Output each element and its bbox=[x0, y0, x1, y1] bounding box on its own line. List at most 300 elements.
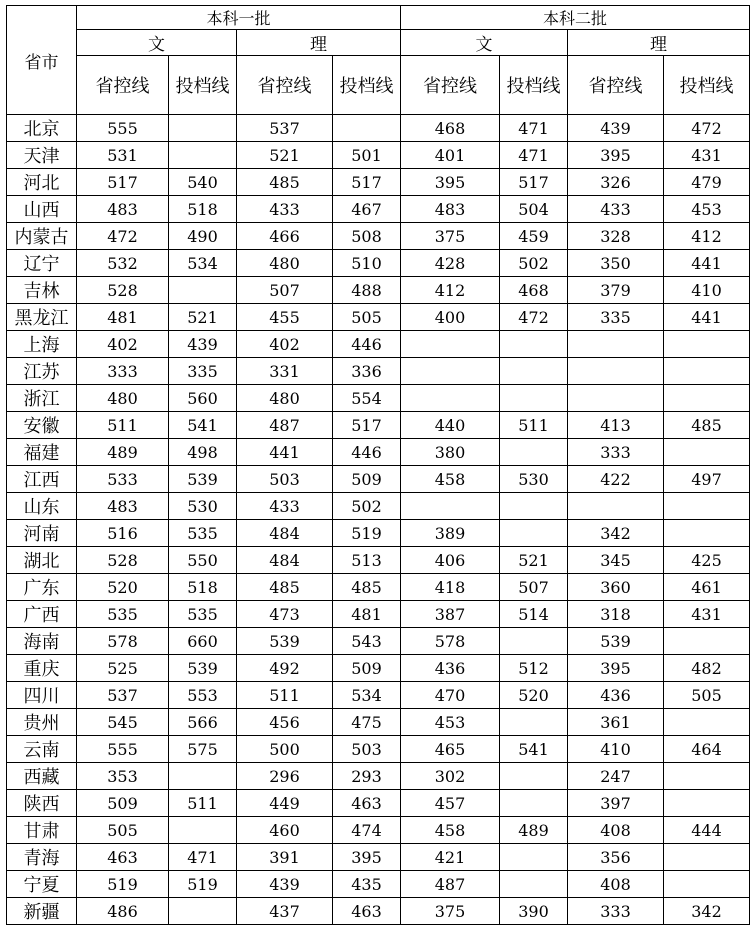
score-cell-b1-li-sk: 480 bbox=[237, 385, 333, 412]
score-cell-b1-wen-td: 550 bbox=[169, 547, 237, 574]
score-cell-b1-li-sk: 507 bbox=[237, 277, 333, 304]
score-cell-b2-li-sk: 326 bbox=[568, 169, 664, 196]
score-cell-b2-wen-td: 471 bbox=[500, 115, 568, 142]
score-cell-b2-li-sk: 342 bbox=[568, 520, 664, 547]
score-cell-b1-wen-td: 541 bbox=[169, 412, 237, 439]
province-cell: 福建 bbox=[7, 439, 77, 466]
score-cell-b2-wen-sk: 458 bbox=[401, 817, 500, 844]
score-cell-b1-li-td: 505 bbox=[333, 304, 401, 331]
score-cell-b2-li-td: 461 bbox=[664, 574, 750, 601]
score-cell-b2-li-sk: 345 bbox=[568, 547, 664, 574]
score-cell-b1-li-sk: 503 bbox=[237, 466, 333, 493]
score-cell-b1-li-sk: 466 bbox=[237, 223, 333, 250]
score-cell-b1-li-td: 474 bbox=[333, 817, 401, 844]
score-cell-b1-li-td: 543 bbox=[333, 628, 401, 655]
score-cell-b2-wen-sk: 483 bbox=[401, 196, 500, 223]
score-cell-b1-wen-sk: 545 bbox=[77, 709, 169, 736]
table-row bbox=[7, 358, 750, 385]
score-cell-b2-li-td: 497 bbox=[664, 466, 750, 493]
score-cell-b1-wen-sk: 535 bbox=[77, 601, 169, 628]
score-cell-b2-li-td bbox=[664, 844, 750, 871]
score-cell-b2-wen-td bbox=[500, 790, 568, 817]
score-cell-b2-wen-td: 471 bbox=[500, 142, 568, 169]
score-cell-b1-li-td: 446 bbox=[333, 331, 401, 358]
table-row bbox=[7, 142, 750, 169]
score-cell-b1-wen-sk: 520 bbox=[77, 574, 169, 601]
score-cell-b2-wen-sk: 465 bbox=[401, 736, 500, 763]
score-cell-b2-wen-td: 507 bbox=[500, 574, 568, 601]
score-cell-b2-wen-td: 541 bbox=[500, 736, 568, 763]
table-row bbox=[7, 844, 750, 871]
score-cell-b2-li-sk: 422 bbox=[568, 466, 664, 493]
score-cell-b1-wen-sk: 555 bbox=[77, 115, 169, 142]
score-cell-b2-wen-sk bbox=[401, 493, 500, 520]
score-cell-b1-li-td: 435 bbox=[333, 871, 401, 898]
score-cell-b1-wen-td: 498 bbox=[169, 439, 237, 466]
province-cell: 吉林 bbox=[7, 277, 77, 304]
score-cell-b2-wen-sk: 578 bbox=[401, 628, 500, 655]
score-cell-b1-li-sk: 433 bbox=[237, 196, 333, 223]
score-cell-b1-li-td: 534 bbox=[333, 682, 401, 709]
score-cell-b1-wen-td: 553 bbox=[169, 682, 237, 709]
score-cell-b1-li-sk: 331 bbox=[237, 358, 333, 385]
score-cell-b2-li-td bbox=[664, 385, 750, 412]
batch1-wen-header: 文 bbox=[77, 30, 237, 56]
score-cell-b2-wen-td: 521 bbox=[500, 547, 568, 574]
score-cell-b2-wen-sk: 387 bbox=[401, 601, 500, 628]
score-cell-b1-li-sk: 511 bbox=[237, 682, 333, 709]
score-cell-b1-li-td: 481 bbox=[333, 601, 401, 628]
table-row bbox=[7, 763, 750, 790]
table-row bbox=[7, 493, 750, 520]
score-cell-b2-li-sk: 247 bbox=[568, 763, 664, 790]
score-cell-b2-li-td bbox=[664, 871, 750, 898]
score-cell-b2-wen-sk: 400 bbox=[401, 304, 500, 331]
score-cell-b2-wen-sk bbox=[401, 385, 500, 412]
score-cell-b1-wen-sk: 555 bbox=[77, 736, 169, 763]
score-cell-b2-li-sk: 333 bbox=[568, 898, 664, 925]
table-row bbox=[7, 331, 750, 358]
score-cell-b2-li-sk bbox=[568, 358, 664, 385]
score-cell-b2-li-td: 482 bbox=[664, 655, 750, 682]
province-cell: 山东 bbox=[7, 493, 77, 520]
score-cell-b2-wen-td: 512 bbox=[500, 655, 568, 682]
batch1-li-shengkong-header: 省控线 bbox=[237, 56, 333, 115]
province-cell: 江苏 bbox=[7, 358, 77, 385]
score-cell-b2-wen-sk: 302 bbox=[401, 763, 500, 790]
score-cell-b1-li-td: 517 bbox=[333, 169, 401, 196]
score-cell-b1-wen-sk: 402 bbox=[77, 331, 169, 358]
score-cell-b2-li-sk: 350 bbox=[568, 250, 664, 277]
score-cell-b2-li-td bbox=[664, 439, 750, 466]
score-cell-b1-wen-td bbox=[169, 763, 237, 790]
score-cell-b1-li-sk: 521 bbox=[237, 142, 333, 169]
score-cell-b2-wen-td: 517 bbox=[500, 169, 568, 196]
table-row bbox=[7, 466, 750, 493]
score-cell-b1-li-sk: 391 bbox=[237, 844, 333, 871]
province-cell: 甘肃 bbox=[7, 817, 77, 844]
score-cell-b2-wen-sk: 418 bbox=[401, 574, 500, 601]
score-cell-b1-wen-sk: 505 bbox=[77, 817, 169, 844]
score-cell-b2-li-td bbox=[664, 628, 750, 655]
table-row bbox=[7, 223, 750, 250]
score-cell-b2-li-td: 431 bbox=[664, 601, 750, 628]
score-cell-b2-li-sk: 395 bbox=[568, 142, 664, 169]
score-cell-b2-li-sk: 395 bbox=[568, 655, 664, 682]
score-cell-b1-li-sk: 539 bbox=[237, 628, 333, 655]
score-cell-b1-wen-sk: 532 bbox=[77, 250, 169, 277]
admission-score-table bbox=[6, 5, 750, 925]
score-cell-b2-li-td: 410 bbox=[664, 277, 750, 304]
score-cell-b1-li-sk: 485 bbox=[237, 169, 333, 196]
score-cell-b1-wen-sk: 537 bbox=[77, 682, 169, 709]
score-cell-b2-li-sk bbox=[568, 493, 664, 520]
table-row bbox=[7, 628, 750, 655]
score-cell-b2-li-td: 453 bbox=[664, 196, 750, 223]
province-cell: 山西 bbox=[7, 196, 77, 223]
score-cell-b2-wen-td bbox=[500, 439, 568, 466]
score-cell-b2-li-td: 485 bbox=[664, 412, 750, 439]
score-cell-b2-wen-td: 472 bbox=[500, 304, 568, 331]
score-cell-b2-li-sk bbox=[568, 331, 664, 358]
score-cell-b1-li-sk: 437 bbox=[237, 898, 333, 925]
province-cell: 四川 bbox=[7, 682, 77, 709]
batch2-wen-header: 文 bbox=[401, 30, 568, 56]
table-row bbox=[7, 520, 750, 547]
score-cell-b2-wen-td: 502 bbox=[500, 250, 568, 277]
score-cell-b2-li-td bbox=[664, 358, 750, 385]
score-cell-b2-wen-sk: 428 bbox=[401, 250, 500, 277]
province-cell: 江西 bbox=[7, 466, 77, 493]
batch2-wen-toudang-header: 投档线 bbox=[500, 56, 568, 115]
score-cell-b1-wen-sk: 511 bbox=[77, 412, 169, 439]
score-cell-b2-wen-td bbox=[500, 520, 568, 547]
score-cell-b1-wen-td: 511 bbox=[169, 790, 237, 817]
score-cell-b1-wen-sk: 516 bbox=[77, 520, 169, 547]
score-cell-b1-li-sk: 296 bbox=[237, 763, 333, 790]
score-cell-b1-wen-td: 335 bbox=[169, 358, 237, 385]
score-cell-b2-li-sk: 410 bbox=[568, 736, 664, 763]
score-cell-b2-li-sk: 328 bbox=[568, 223, 664, 250]
score-cell-b1-wen-sk: 509 bbox=[77, 790, 169, 817]
score-cell-b2-li-sk: 539 bbox=[568, 628, 664, 655]
score-cell-b1-li-td: 554 bbox=[333, 385, 401, 412]
score-cell-b2-li-td: 342 bbox=[664, 898, 750, 925]
province-cell: 重庆 bbox=[7, 655, 77, 682]
batch1-header: 本科一批 bbox=[77, 6, 401, 30]
province-cell: 浙江 bbox=[7, 385, 77, 412]
score-cell-b1-li-td: 293 bbox=[333, 763, 401, 790]
score-cell-b1-li-sk: 484 bbox=[237, 547, 333, 574]
score-cell-b1-li-sk: 473 bbox=[237, 601, 333, 628]
table-row bbox=[7, 250, 750, 277]
score-cell-b1-wen-sk: 525 bbox=[77, 655, 169, 682]
score-cell-b1-li-sk: 433 bbox=[237, 493, 333, 520]
score-cell-b1-wen-td: 660 bbox=[169, 628, 237, 655]
score-cell-b1-li-td: 502 bbox=[333, 493, 401, 520]
score-cell-b1-li-td: 475 bbox=[333, 709, 401, 736]
table-row bbox=[7, 196, 750, 223]
score-cell-b1-li-td: 336 bbox=[333, 358, 401, 385]
score-cell-b1-wen-td: 518 bbox=[169, 196, 237, 223]
score-cell-b2-li-sk: 436 bbox=[568, 682, 664, 709]
score-cell-b2-wen-td bbox=[500, 709, 568, 736]
score-cell-b2-wen-td: 520 bbox=[500, 682, 568, 709]
table-row bbox=[7, 817, 750, 844]
table-row bbox=[7, 871, 750, 898]
score-cell-b1-li-td: 519 bbox=[333, 520, 401, 547]
batch2-header: 本科二批 bbox=[401, 6, 750, 30]
score-cell-b2-li-td: 441 bbox=[664, 250, 750, 277]
score-cell-b1-wen-td: 539 bbox=[169, 655, 237, 682]
table-row bbox=[7, 547, 750, 574]
batch1-li-toudang-header: 投档线 bbox=[333, 56, 401, 115]
score-cell-b2-wen-td: 530 bbox=[500, 466, 568, 493]
score-cell-b1-wen-td: 519 bbox=[169, 871, 237, 898]
score-cell-b1-li-td: 488 bbox=[333, 277, 401, 304]
score-cell-b2-wen-sk: 375 bbox=[401, 223, 500, 250]
score-cell-b2-wen-sk: 406 bbox=[401, 547, 500, 574]
score-cell-b2-wen-sk: 380 bbox=[401, 439, 500, 466]
score-cell-b1-wen-td: 518 bbox=[169, 574, 237, 601]
score-cell-b2-wen-sk: 389 bbox=[401, 520, 500, 547]
score-cell-b1-li-sk: 402 bbox=[237, 331, 333, 358]
score-cell-b2-wen-sk: 395 bbox=[401, 169, 500, 196]
table-body bbox=[7, 115, 750, 925]
score-cell-b1-wen-sk: 578 bbox=[77, 628, 169, 655]
score-cell-b2-wen-td: 514 bbox=[500, 601, 568, 628]
table-row bbox=[7, 412, 750, 439]
score-cell-b1-wen-td: 540 bbox=[169, 169, 237, 196]
score-cell-b2-li-sk: 433 bbox=[568, 196, 664, 223]
score-cell-b2-wen-sk: 440 bbox=[401, 412, 500, 439]
score-cell-b1-li-sk: 484 bbox=[237, 520, 333, 547]
score-cell-b1-li-sk: 485 bbox=[237, 574, 333, 601]
batch2-wen-shengkong-header: 省控线 bbox=[401, 56, 500, 115]
score-cell-b1-wen-td: 535 bbox=[169, 601, 237, 628]
province-cell: 贵州 bbox=[7, 709, 77, 736]
score-cell-b2-li-sk: 361 bbox=[568, 709, 664, 736]
province-cell: 西藏 bbox=[7, 763, 77, 790]
score-cell-b2-wen-sk: 401 bbox=[401, 142, 500, 169]
score-cell-b1-wen-td: 566 bbox=[169, 709, 237, 736]
score-cell-b2-li-td bbox=[664, 709, 750, 736]
score-cell-b2-wen-sk: 457 bbox=[401, 790, 500, 817]
province-cell: 安徽 bbox=[7, 412, 77, 439]
score-cell-b2-li-td: 464 bbox=[664, 736, 750, 763]
score-cell-b2-wen-td bbox=[500, 493, 568, 520]
score-cell-b2-wen-td bbox=[500, 763, 568, 790]
score-cell-b1-li-td: 509 bbox=[333, 655, 401, 682]
score-cell-b2-li-sk: 356 bbox=[568, 844, 664, 871]
score-cell-b1-wen-sk: 333 bbox=[77, 358, 169, 385]
table-row bbox=[7, 169, 750, 196]
score-cell-b2-wen-td: 390 bbox=[500, 898, 568, 925]
score-cell-b1-li-td bbox=[333, 115, 401, 142]
score-cell-b2-wen-td bbox=[500, 628, 568, 655]
score-cell-b1-wen-td: 560 bbox=[169, 385, 237, 412]
province-cell: 上海 bbox=[7, 331, 77, 358]
score-cell-b2-li-td bbox=[664, 520, 750, 547]
province-cell: 陕西 bbox=[7, 790, 77, 817]
score-cell-b2-li-sk: 408 bbox=[568, 871, 664, 898]
score-cell-b2-li-td: 479 bbox=[664, 169, 750, 196]
score-cell-b1-li-sk: 487 bbox=[237, 412, 333, 439]
batch1-wen-shengkong-header: 省控线 bbox=[77, 56, 169, 115]
province-cell: 海南 bbox=[7, 628, 77, 655]
score-cell-b2-wen-td bbox=[500, 385, 568, 412]
score-cell-b2-li-sk: 413 bbox=[568, 412, 664, 439]
province-column-header: 省市 bbox=[7, 6, 77, 115]
score-cell-b2-wen-sk bbox=[401, 331, 500, 358]
table-row bbox=[7, 898, 750, 925]
score-cell-b1-wen-td bbox=[169, 142, 237, 169]
score-cell-b1-wen-sk: 353 bbox=[77, 763, 169, 790]
score-cell-b1-wen-td: 575 bbox=[169, 736, 237, 763]
province-cell: 青海 bbox=[7, 844, 77, 871]
score-cell-b1-li-sk: 500 bbox=[237, 736, 333, 763]
score-cell-b2-li-td: 505 bbox=[664, 682, 750, 709]
score-cell-b1-wen-td: 471 bbox=[169, 844, 237, 871]
score-cell-b2-wen-sk: 375 bbox=[401, 898, 500, 925]
score-cell-b2-li-td bbox=[664, 763, 750, 790]
score-cell-b2-wen-sk: 421 bbox=[401, 844, 500, 871]
score-cell-b2-li-sk: 335 bbox=[568, 304, 664, 331]
province-cell: 黑龙江 bbox=[7, 304, 77, 331]
score-cell-b1-wen-td: 539 bbox=[169, 466, 237, 493]
score-cell-b2-wen-td: 511 bbox=[500, 412, 568, 439]
score-cell-b2-li-sk bbox=[568, 385, 664, 412]
score-cell-b1-li-sk: 441 bbox=[237, 439, 333, 466]
score-cell-b1-wen-sk: 533 bbox=[77, 466, 169, 493]
score-cell-b2-wen-td: 489 bbox=[500, 817, 568, 844]
score-cell-b2-li-sk: 408 bbox=[568, 817, 664, 844]
score-cell-b1-wen-td: 521 bbox=[169, 304, 237, 331]
score-cell-b1-wen-td: 534 bbox=[169, 250, 237, 277]
score-cell-b1-wen-sk: 531 bbox=[77, 142, 169, 169]
score-cell-b2-wen-sk: 453 bbox=[401, 709, 500, 736]
table-row bbox=[7, 790, 750, 817]
score-cell-b2-li-sk: 318 bbox=[568, 601, 664, 628]
score-cell-b1-li-sk: 460 bbox=[237, 817, 333, 844]
province-cell: 天津 bbox=[7, 142, 77, 169]
province-cell: 云南 bbox=[7, 736, 77, 763]
table-row bbox=[7, 385, 750, 412]
score-cell-b1-wen-td bbox=[169, 277, 237, 304]
province-cell: 河北 bbox=[7, 169, 77, 196]
batch2-li-header: 理 bbox=[568, 30, 750, 56]
score-cell-b1-li-td: 503 bbox=[333, 736, 401, 763]
score-cell-b1-li-sk: 480 bbox=[237, 250, 333, 277]
batch1-wen-toudang-header: 投档线 bbox=[169, 56, 237, 115]
score-cell-b2-li-sk: 379 bbox=[568, 277, 664, 304]
province-cell: 广东 bbox=[7, 574, 77, 601]
score-cell-b1-wen-sk: 517 bbox=[77, 169, 169, 196]
score-cell-b2-wen-td: 468 bbox=[500, 277, 568, 304]
score-cell-b2-wen-sk: 487 bbox=[401, 871, 500, 898]
batch1-li-header: 理 bbox=[237, 30, 401, 56]
score-cell-b1-wen-sk: 519 bbox=[77, 871, 169, 898]
score-cell-b2-li-sk: 360 bbox=[568, 574, 664, 601]
table-row bbox=[7, 574, 750, 601]
score-cell-b1-li-td: 510 bbox=[333, 250, 401, 277]
score-cell-b2-wen-td bbox=[500, 871, 568, 898]
province-cell: 内蒙古 bbox=[7, 223, 77, 250]
score-cell-b1-li-td: 446 bbox=[333, 439, 401, 466]
score-cell-b2-li-td: 444 bbox=[664, 817, 750, 844]
table-row bbox=[7, 736, 750, 763]
score-cell-b1-wen-td bbox=[169, 115, 237, 142]
province-cell: 宁夏 bbox=[7, 871, 77, 898]
score-cell-b2-li-td: 431 bbox=[664, 142, 750, 169]
score-cell-b1-wen-td bbox=[169, 817, 237, 844]
table-row bbox=[7, 115, 750, 142]
score-cell-b2-li-sk: 439 bbox=[568, 115, 664, 142]
table-row bbox=[7, 304, 750, 331]
score-cell-b2-wen-td: 504 bbox=[500, 196, 568, 223]
score-cell-b1-li-td: 509 bbox=[333, 466, 401, 493]
score-cell-b1-li-td: 513 bbox=[333, 547, 401, 574]
province-cell: 辽宁 bbox=[7, 250, 77, 277]
score-cell-b2-wen-td bbox=[500, 331, 568, 358]
score-cell-b1-wen-sk: 489 bbox=[77, 439, 169, 466]
score-cell-b2-wen-sk: 436 bbox=[401, 655, 500, 682]
score-cell-b2-wen-sk: 458 bbox=[401, 466, 500, 493]
score-cell-b2-wen-sk bbox=[401, 358, 500, 385]
score-cell-b1-li-td: 485 bbox=[333, 574, 401, 601]
score-cell-b2-wen-sk: 468 bbox=[401, 115, 500, 142]
score-cell-b2-li-td bbox=[664, 493, 750, 520]
score-cell-b2-li-td: 425 bbox=[664, 547, 750, 574]
score-cell-b1-wen-td bbox=[169, 898, 237, 925]
table-row bbox=[7, 601, 750, 628]
score-cell-b1-li-sk: 492 bbox=[237, 655, 333, 682]
score-cell-b1-wen-sk: 483 bbox=[77, 196, 169, 223]
score-cell-b1-wen-sk: 472 bbox=[77, 223, 169, 250]
province-cell: 广西 bbox=[7, 601, 77, 628]
score-cell-b2-wen-td bbox=[500, 844, 568, 871]
score-cell-b1-li-td: 517 bbox=[333, 412, 401, 439]
score-cell-b1-li-td: 501 bbox=[333, 142, 401, 169]
score-cell-b1-wen-sk: 481 bbox=[77, 304, 169, 331]
province-cell: 河南 bbox=[7, 520, 77, 547]
table-row bbox=[7, 439, 750, 466]
province-cell: 新疆 bbox=[7, 898, 77, 925]
score-cell-b1-li-td: 463 bbox=[333, 790, 401, 817]
score-cell-b2-wen-sk: 470 bbox=[401, 682, 500, 709]
score-cell-b2-wen-td bbox=[500, 358, 568, 385]
score-cell-b1-wen-sk: 486 bbox=[77, 898, 169, 925]
batch2-li-shengkong-header: 省控线 bbox=[568, 56, 664, 115]
score-cell-b1-li-sk: 449 bbox=[237, 790, 333, 817]
score-cell-b1-wen-sk: 480 bbox=[77, 385, 169, 412]
table-row bbox=[7, 682, 750, 709]
score-cell-b1-wen-td: 535 bbox=[169, 520, 237, 547]
score-cell-b1-li-sk: 439 bbox=[237, 871, 333, 898]
score-cell-b1-li-td: 395 bbox=[333, 844, 401, 871]
score-cell-b2-wen-sk: 412 bbox=[401, 277, 500, 304]
score-cell-b1-li-td: 508 bbox=[333, 223, 401, 250]
score-cell-b1-li-sk: 537 bbox=[237, 115, 333, 142]
score-cell-b1-wen-sk: 528 bbox=[77, 277, 169, 304]
score-cell-b1-wen-sk: 483 bbox=[77, 493, 169, 520]
score-cell-b1-wen-td: 490 bbox=[169, 223, 237, 250]
score-cell-b1-li-td: 463 bbox=[333, 898, 401, 925]
score-cell-b1-wen-sk: 528 bbox=[77, 547, 169, 574]
table-row bbox=[7, 277, 750, 304]
score-cell-b2-li-sk: 397 bbox=[568, 790, 664, 817]
score-cell-b1-wen-td: 439 bbox=[169, 331, 237, 358]
